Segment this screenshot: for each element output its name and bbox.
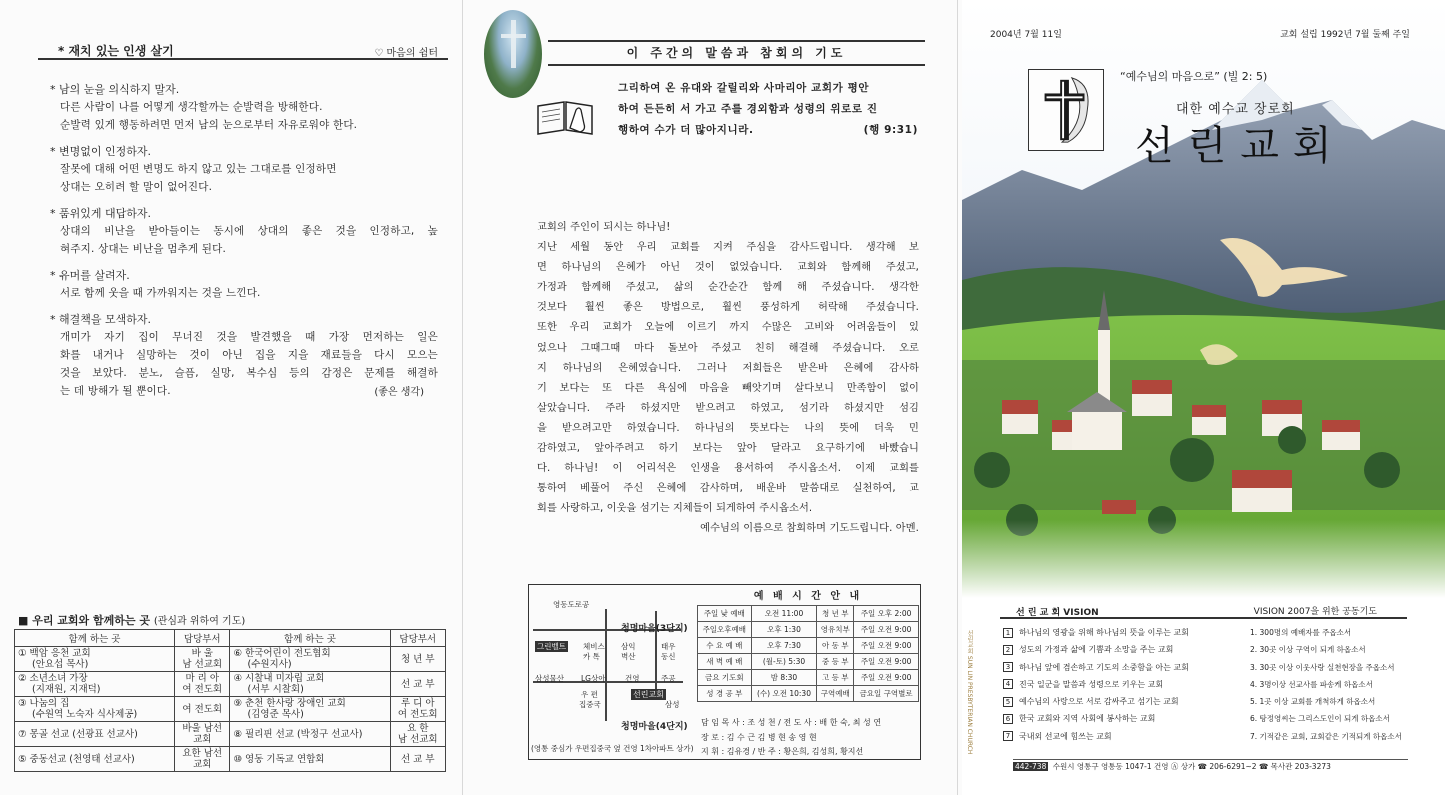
prayer-goal-list [1250,627,1408,748]
schedule-cell: 주일 오전 9:00 [854,638,919,654]
schedule-cell: 아 동 부 [817,638,854,654]
verse-header [548,40,925,66]
schedule-cell: 주일 오전 9:00 [854,622,919,638]
schedule-row [698,670,919,686]
map-label: 삼성물산 [535,674,564,683]
staff-line: 지 휘 : 김유경 / 반 주 : 황은희, 김성희, 황지선 [701,747,864,756]
prayer-line: 예수님의 이름으로 참회하며 기도드립니다. 아멘. [700,523,919,535]
cell-text: ⑤ 중동선교 (천영태 선교사) [18,753,135,765]
table-cell [230,697,390,722]
map-label: 체비스 [583,642,605,651]
map-label: 영동도로공 [553,600,590,609]
table-cell [175,722,230,747]
partners-table [14,629,446,772]
schedule-cell: 주일 오전 9:00 [854,654,919,670]
partners-body [15,647,446,772]
verse-line: 그리하여 온 유대와 갈릴리와 사마리아 교회가 평안 [618,82,870,94]
tip-title: * 남의 눈을 의식하지 말자. [50,83,180,96]
prayer-goal-item: 5. 1곳 이상 교회를 개척하게 하옵소서 [1250,697,1376,707]
tip-line: 서로 함께 웃을 때 가까워지는 것을 느낀다. [60,287,261,299]
table-cell [390,722,446,747]
table-cell [230,672,390,697]
staff-list [701,716,919,760]
map-label: 카 톡 [583,652,600,661]
table-cell [15,722,175,747]
tip-item [48,312,438,400]
vision-number: 4 [1003,679,1013,689]
prayer-line: 회를 사랑하고, 이웃을 섬기는 지체들이 되게하여 주시옵소서. [537,503,813,515]
vision-item [1003,696,1243,713]
prayer-line: 지 하나님의 은혜였습니다. 그러나 저희들은 받은바 은혜에 감사하 [537,362,919,374]
cell-text: 바 울 [191,648,213,659]
schedule-cell: 구역예배 [817,686,854,702]
tip-item [48,82,438,134]
prayer-goal-item: 7. 기적같은 교회, 교회같은 기적되게 하옵소서 [1250,731,1402,741]
table-cell [230,722,390,747]
schedule-cell: (수) 오전 10:30 [751,686,817,702]
vision-item [1003,662,1243,679]
cell-text: ⑥ 한국어린이 전도협회 [233,648,331,659]
cell-text: 남 선교회 [182,659,223,670]
cell-text: (수원역 노숙자 식사제공) [32,709,138,720]
cell-text: 여 전도회 [182,703,223,715]
postal-code: 442-738 [1015,762,1047,771]
tip-line: 는 데 방해가 될 뿐이다. [60,385,171,397]
location-map [529,585,694,737]
cell-text: 마 리 아 [185,673,220,684]
church-name: 선린교회 [1135,123,1346,169]
table-cell [15,672,175,697]
map-church-label: 선린교회 [633,690,664,699]
table-cell [15,647,175,672]
map-label: 그린벨트 [537,642,566,651]
prayer-goal-item: 6. 탕정영씨는 그리스도인이 되게 하옵소서 [1250,714,1390,724]
vision-text: 국내외 선교에 힘쓰는 교회 [1019,731,1112,741]
cell-text: 요한 남선교회 [182,748,223,770]
vision-number: 1 [1003,628,1013,638]
cell-text: ③ 나눔의 집 [18,698,70,709]
prayer-line: 면 하나님의 은혜가 아닌 것이 없었습니다. 교회와 함께해 주셨고, [537,262,919,274]
column-header: 담당부서 [390,630,446,647]
schedule-row [698,622,919,638]
denomination: 대한 예수교 장로회 [1176,102,1295,117]
table-row [15,647,446,672]
map-label: 집중국 [579,700,601,709]
location-and-schedule-box [528,584,921,760]
schedule-cell: 중 등 부 [817,654,854,670]
prayer-goal-item: 3. 30곳 이상 이웃사랑 실천현장을 주옵소서 [1250,662,1395,672]
tip-line: 상대는 오히려 할 말이 없어진다. [60,181,213,193]
map-label: 우 편 [581,690,598,699]
table-cell [390,672,446,697]
cell-text: ⑨ 춘천 한사랑 장애인 교회 [233,698,346,709]
table-cell [175,647,230,672]
tip-line: 화를 내거나 실망하는 것이 아닌 집을 지을 재료들을 다시 모으는 [60,349,438,361]
schedule-cell: (월-토) 5:30 [751,654,817,670]
table-cell [15,747,175,772]
prayer-goal-item: 1. 300명의 예배자를 주옵소서 [1250,628,1352,637]
table-cell [175,697,230,722]
table-row [15,722,446,747]
cell-text: 루 디 아 [400,698,435,709]
partners-title [18,612,245,628]
cell-text: 선 교 부 [400,678,435,690]
map-label: 삼성 [665,700,680,709]
partners-note: (관심과 위하여 기도) [153,616,246,627]
cell-text: 선 교 부 [400,753,435,765]
verse-line: 하여 든든히 서 가고 주를 경외함과 성령의 위로로 진 [618,103,878,115]
prayer-line: 다. 하나님! 이 어리석은 인생을 용서하여 주시옵소서. 이제 교회를 [537,463,919,475]
vision-list [1003,627,1243,748]
schedule-cell: 주일 오전 9:00 [854,670,919,686]
vision-number: 5 [1003,697,1013,707]
prayer-line: 통하여 베풀어 주신 은혜에 감사하며, 배운바 말씀대로 실천하여, 교 [537,483,919,495]
vision-text: 성도의 가정과 삶에 기쁨과 소망을 주는 교회 [1019,645,1174,655]
vision-item [1003,679,1243,696]
side-caption: 선린교회 SUN LIN PRESBYTERIAN CHURCH [966,630,973,755]
schedule-cell: 주일오후예배 [698,622,752,638]
verse-reference: (행 9:31) [863,124,918,136]
map-label: 청명마을(4단지) [621,722,688,732]
vision-item [1003,644,1243,661]
cell-text: ④ 시찰내 미자립 교회 [233,673,325,684]
map-label: 청명마을(3단지) [621,624,688,634]
prayer-line: 또한 우리 교회가 오늘에 이르기 까지 수많은 고비와 어려움들이 있 [537,322,919,334]
prayer-goal-item: 4. 3명이상 선교사를 파송케 하옵소서 [1250,679,1373,689]
prayer-goal-item: 2. 30곳 이상 구역이 되게 하옵소서 [1250,645,1366,655]
map-label: 건영 [625,674,640,683]
worship-schedule-table [697,605,919,702]
schedule-cell: 주일 오후 2:00 [854,606,919,622]
table-row [15,747,446,772]
vision-text: 예수님의 사랑으로 서로 감싸주고 섬기는 교회 [1019,697,1179,707]
table-cell [390,747,446,772]
tip-title: * 품위있게 대답하자. [50,207,151,220]
prayer-line: 지난 세월 동안 우리 교회를 지켜 주심을 감사드립니다. 생각해 보 [537,242,919,254]
staff-line: 담 임 목 사 : 조 성 천 / 전 도 사 : 배 한 숙, 최 성 연 [701,718,882,727]
cell-text: 바울 남선교회 [182,723,223,745]
map-label: 벽산 [621,652,636,661]
tips-citation: (좋은 생각) [374,387,424,398]
schedule-cell: 고 등 부 [817,670,854,686]
schedule-cell: 성 경 공 부 [698,686,752,702]
vision-number: 7 [1003,731,1013,741]
staff-line: 장 로 : 김 수 근 김 병 현 송 영 현 [701,732,817,742]
table-row [15,672,446,697]
cross-landscape-image [484,10,542,98]
map-label: 태우 [661,642,676,651]
tip-title: * 변명없이 인정하자. [50,145,151,158]
fold-line [462,0,463,795]
tip-line: 개미가 자기 집이 무너진 것을 발견했을 때 가장 먼저하는 일은 [60,331,438,343]
tip-line: 상대의 비난을 받아들이는 동시에 상대의 좋은 것을 인정하고, 높 [60,225,438,237]
tip-line: 것을 보았다. 분노, 슬픔, 실망, 복수심 등의 감정은 문제를 해결하 [60,367,438,379]
schedule-cell: 금요일 구역별로 [854,686,919,702]
vision-text: 하나님 앞에 겸손하고 기도의 소중함을 아는 교회 [1019,662,1189,672]
prayer-line: 교회의 주인이 되시는 하나님! [537,222,671,233]
tip-title: * 유머를 살려자. [50,269,130,282]
map-label: LG상아 [581,674,606,683]
schedule-cell: 영유치부 [817,622,854,638]
praying-hands-bible-icon [536,96,594,138]
prayer-line: 을 받으려고만 하였습니다. 하나님의 뜻보다는 나의 뜻에 더욱 민 [537,422,919,434]
vision-prayer-title: VISION 2007을 위한 공동기도 [1253,607,1377,617]
schedule-row [698,638,919,654]
cell-text: ⑩ 영동 기독교 연합회 [233,753,325,765]
prayer-line: 었으나 그때그때 마다 돌보아 주셨고 친히 해결해 주셨습니다. 오로 [537,342,919,354]
schedule-row [698,654,919,670]
tip-title: * 해결책을 모색하자. [50,313,151,326]
prayer-line: 것보다 훨씬 좋은 방법으로, 훨씬 풍성하게 허락해 주셨습니다. [537,302,919,314]
table-cell [230,747,390,772]
vision-item [1003,713,1243,730]
weekly-verse [618,78,918,141]
schedule-cell: 오후 1:30 [751,622,817,638]
schedule-row [698,606,919,622]
schedule-cell: 밤 8:30 [751,670,817,686]
cell-text: (김영준 목사) [247,709,304,720]
repentance-prayer [537,218,919,540]
cell-text: 청 년 부 [400,653,435,665]
schedule-cell: 청 년 부 [817,606,854,622]
vision-number: 6 [1003,714,1013,724]
cell-text: 요 한 [407,723,429,734]
tip-item [48,268,438,302]
schedule-title: 예 배 시 간 안 내 [753,591,863,602]
section-header [38,40,448,60]
vision-header [1000,603,1407,619]
schedule-cell: 새 벽 예 배 [698,654,752,670]
table-cell [15,697,175,722]
church-cross-logo [1028,69,1104,151]
column-header: 함께 하는 곳 [230,630,390,647]
address-text: 수원시 영통구 영통동 1047-1 건영 Ⓐ 상가 ☎ 206-6291~2 ☎ 목사관 203-3273 [1052,762,1331,771]
tip-line: 잘못에 대해 어떤 변명도 하지 않고 있는 그대로를 인정하면 [60,163,337,175]
map-label: 동신 [661,652,676,661]
schedule-cell: 오후 7:30 [751,638,817,654]
cell-text: (지재원, 지재덕) [32,684,101,695]
tip-item [48,144,438,196]
church-established: 교회 설립 1992년 7월 둘째 주일 [1280,30,1410,40]
fold-line [957,0,958,795]
map-label: 주공 [661,674,676,683]
table-cell [230,647,390,672]
section-source: ♡ 마음의 쉼터 [374,48,438,59]
cell-text: 여 전도회 [182,684,223,695]
prayer-line: 감하였고, 앞아주려고 하기 보다는 앞아 달라고 요구하기에 바빴습니 [537,443,919,455]
cell-text: ⑧ 필리핀 선교 (박정구 선교사) [233,728,363,740]
verse-line: 행하여 수가 더 많아지니라. [618,124,754,136]
map-note: (영통 중심가 우편집중국 옆 건영 1차아파트 상가) [531,744,694,753]
schedule-row [698,686,919,702]
table-cell [390,697,446,722]
schedule-cell: 오전 11:00 [751,606,817,622]
bulletin-date: 2004년 7월 11일 [990,30,1062,40]
prayer-line: 기 보다는 또 다른 욕심에 마음을 빼앗기며 살다보니 만족함이 없이 [537,382,919,394]
cell-text: ① 백암 응천 교회 [18,648,91,659]
middle-panel [480,0,945,795]
tip-item [48,206,438,258]
vision-text: 한국 교회와 지역 사회에 봉사하는 교회 [1019,714,1156,724]
prayer-line: 살았습니다. 주라 하셨지만 받으려고 하였고, 섬기라 하셨지만 섬김 [537,402,919,414]
prayer-line: 가정과 함께해 주셨고, 삶의 순간순간 함께 해 주셨습니다. 생각한 [537,282,919,294]
tip-line: 다른 사람이 나를 어떻게 생각할까는 순발력을 방해한다. [60,101,323,113]
cross-icon [511,20,516,68]
vision-item [1003,627,1243,644]
table-cell [175,672,230,697]
cell-text: (서부 시찰회) [247,684,304,695]
tip-line: 순발력 있게 행동하려면 먼저 남의 눈으로부터 자유로워야 한다. [60,119,358,131]
column-header: 담당부서 [175,630,230,647]
vision-title: 선 린 교 회 VISION [1016,608,1099,618]
table-header-row [15,630,446,647]
tips-list [48,82,438,410]
cell-text: 남 선교회 [397,734,438,745]
table-row [15,697,446,722]
verse-header-text: 이 주간의 말씀과 참회의 기도 [626,46,847,60]
vision-number: 2 [1003,645,1013,655]
cell-text: (안요섭 목사) [32,659,89,670]
church-address [1013,759,1408,772]
column-header: 함께 하는 곳 [15,630,175,647]
vision-text: 진국 일군을 말씀과 성령으로 키우는 교회 [1019,679,1164,689]
table-cell [390,647,446,672]
cell-text: ② 소년소녀 가장 [18,673,88,684]
partners-title-text: ■ 우리 교회와 함께하는 곳 [18,614,150,627]
table-cell [175,747,230,772]
church-motto: “예수님의 마음으로” (빌 2: 5) [1120,70,1268,83]
section-title: * 재치 있는 인생 살기 [58,44,174,58]
schedule-cell: 금요 기도회 [698,670,752,686]
map-label: 삼익 [621,642,636,651]
schedule-cell: 주일 낮 예배 [698,606,752,622]
schedule-cell: 수 요 예 배 [698,638,752,654]
vision-number: 3 [1003,662,1013,672]
tip-line: 혀주지. 상대는 비난을 멈추게 된다. [60,243,227,255]
cell-text: ⑦ 몽골 선교 (선광표 선교사) [18,728,138,740]
cell-text: 여 전도회 [397,709,438,720]
vision-item [1003,731,1243,748]
vision-text: 하나님의 영광을 위해 하나님의 뜻을 이루는 교회 [1019,628,1189,637]
cell-text: (수원지사) [247,659,292,670]
